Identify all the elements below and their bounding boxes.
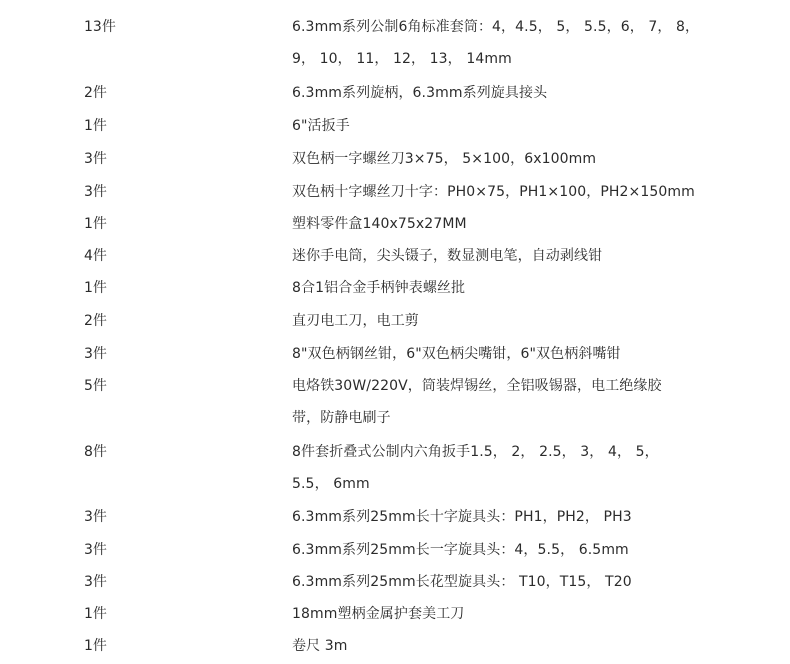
item-quantity: 8件 xyxy=(84,444,107,460)
item-quantity: 1件 xyxy=(84,280,107,296)
list-item xyxy=(0,436,790,468)
list-item xyxy=(0,598,790,630)
item-description: 8件套折叠式公制内六角扳手1.5， 2， 2.5， 3， 4， 5， xyxy=(292,444,659,460)
list-item xyxy=(0,77,790,109)
item-description: 双色柄一字螺丝刀3×75， 5×100，6x100mm xyxy=(292,151,597,167)
item-quantity: 3件 xyxy=(84,542,107,558)
item-quantity: 3件 xyxy=(84,574,107,590)
item-description: 双色柄十字螺丝刀十字：PH0×75，PH1×100，PH2×150mm xyxy=(292,184,695,200)
list-item xyxy=(0,566,790,598)
list-item xyxy=(0,11,790,43)
list-item-continuation xyxy=(0,402,790,434)
item-description: 6.3mm系列公制6角标准套筒：4，4.5， 5， 5.5，6， 7， 8， xyxy=(292,19,700,35)
list-item xyxy=(0,370,790,402)
item-quantity: 4件 xyxy=(84,248,107,264)
item-quantity: 1件 xyxy=(84,216,107,232)
item-description: 6"活扳手 xyxy=(292,118,350,134)
list-item xyxy=(0,110,790,142)
item-description: 带，防静电刷子 xyxy=(292,410,391,426)
item-quantity: 3件 xyxy=(84,151,107,167)
list-item-continuation xyxy=(0,468,790,500)
list-item xyxy=(0,305,790,337)
item-description: 5.5， 6mm xyxy=(292,476,370,492)
item-description: 6.3mm系列25mm长花型旋具头： T10，T15， T20 xyxy=(292,574,632,590)
item-description: 9， 10， 11， 12， 13， 14mm xyxy=(292,51,512,67)
item-quantity: 13件 xyxy=(84,19,116,35)
item-quantity: 3件 xyxy=(84,509,107,525)
item-description: 卷尺 3m xyxy=(292,638,348,654)
list-item xyxy=(0,208,790,240)
item-description: 18mm塑柄金属护套美工刀 xyxy=(292,606,465,622)
list-item xyxy=(0,534,790,566)
list-item xyxy=(0,240,790,272)
item-quantity: 1件 xyxy=(84,606,107,622)
list-item xyxy=(0,143,790,175)
item-description: 塑料零件盒140x75x27MM xyxy=(292,216,467,232)
item-description: 6.3mm系列25mm长十字旋具头：PH1，PH2， PH3 xyxy=(292,509,632,525)
list-item xyxy=(0,272,790,304)
item-quantity: 1件 xyxy=(84,118,107,134)
item-description: 迷你手电筒，尖头镊子，数显测电笔，自动剥线钳 xyxy=(292,248,603,264)
item-quantity: 2件 xyxy=(84,85,107,101)
list-item xyxy=(0,501,790,533)
list-item xyxy=(0,630,790,662)
item-description: 电烙铁30W/220V，筒装焊锡丝，全铝吸锡器，电工绝缘胶 xyxy=(292,378,662,394)
list-item xyxy=(0,338,790,370)
item-quantity: 5件 xyxy=(84,378,107,394)
item-description: 6.3mm系列旋柄，6.3mm系列旋具接头 xyxy=(292,85,548,101)
item-description: 8合1铝合金手柄钟表螺丝批 xyxy=(292,280,466,296)
item-quantity: 3件 xyxy=(84,184,107,200)
item-quantity: 2件 xyxy=(84,313,107,329)
item-quantity: 1件 xyxy=(84,638,107,654)
list-item xyxy=(0,176,790,208)
list-item-continuation xyxy=(0,43,790,75)
item-description: 直刃电工刀，电工剪 xyxy=(292,313,419,329)
item-quantity: 3件 xyxy=(84,346,107,362)
item-description: 8"双色柄钢丝钳，6"双色柄尖嘴钳，6"双色柄斜嘴钳 xyxy=(292,346,621,362)
item-description: 6.3mm系列25mm长一字旋具头：4，5.5， 6.5mm xyxy=(292,542,629,558)
